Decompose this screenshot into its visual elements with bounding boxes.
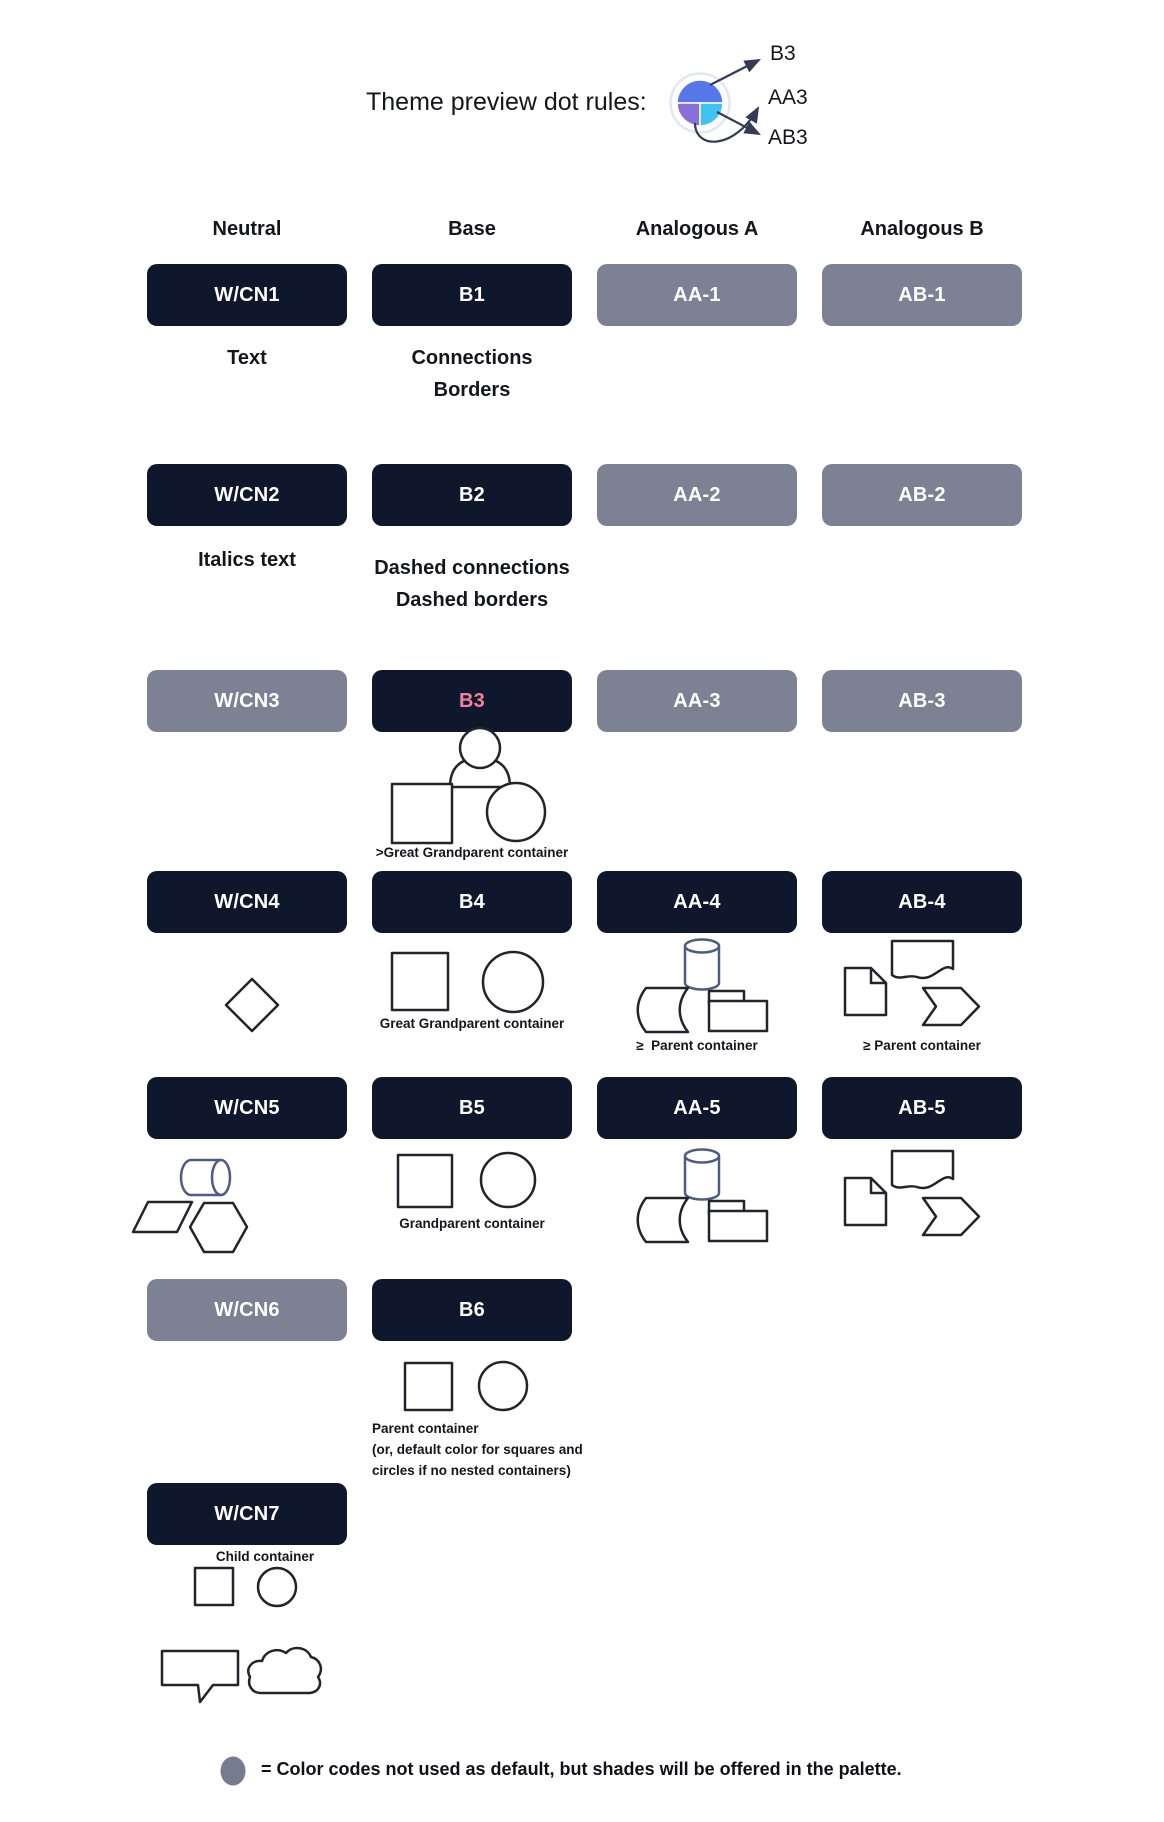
- column-header-analogous-a: Analogous A: [635, 218, 759, 240]
- note-wcn1: Text: [227, 347, 267, 369]
- circle-icon: [487, 783, 545, 841]
- circle-icon: [258, 1568, 296, 1606]
- b4-shapes-icon: [385, 945, 550, 1017]
- swatch-ab2: AB-2: [822, 464, 1022, 526]
- swatch-aa3: AA-3: [597, 670, 797, 732]
- wave-card-icon: [892, 941, 953, 978]
- square-icon: [392, 784, 452, 843]
- note-b6-line2: (or, default color for squares and: [372, 1442, 583, 1457]
- dot-blue-segment-icon: [677, 80, 723, 103]
- dot-rule-label-b3: B3: [770, 42, 796, 65]
- diamond-icon: [226, 979, 278, 1031]
- swatch-wcn1: W/CN1: [147, 264, 347, 326]
- swatch-wcn4: W/CN4: [147, 871, 347, 933]
- note-ab4: ≥ Parent container: [863, 1038, 981, 1053]
- swatch-ab3: AB-3: [822, 670, 1022, 732]
- aa4-shapes-icon: [625, 935, 775, 1035]
- note-wcn2: Italics text: [198, 549, 296, 571]
- b6-shapes-icon: [398, 1356, 533, 1414]
- b3-shapes-icon: [370, 723, 560, 851]
- aa5-shapes-icon: [625, 1145, 775, 1245]
- ab4-shapes-icon: [838, 933, 990, 1030]
- wcn7-bubble-cloud-icon: [155, 1636, 335, 1708]
- document-icon: [845, 1178, 886, 1225]
- circle-icon: [479, 1362, 527, 1410]
- parallelogram-icon: [133, 1202, 192, 1232]
- note-b1-line2: Borders: [433, 379, 511, 401]
- arrow-to-b3-icon: [710, 60, 759, 85]
- circle-icon: [483, 952, 543, 1012]
- swatch-b1: B1: [372, 264, 572, 326]
- page-title: Theme preview dot rules:: [366, 88, 647, 116]
- circle-icon: [481, 1153, 535, 1207]
- note-wcn7: Child container: [215, 1549, 315, 1564]
- gray-dot-icon: [221, 1757, 246, 1786]
- column-header-analogous-b: Analogous B: [860, 218, 984, 240]
- note-b2-line2: Dashed borders: [395, 589, 549, 611]
- theme-preview-dot-icon: [637, 28, 772, 158]
- square-icon: [195, 1568, 233, 1605]
- speech-bubble-icon: [162, 1651, 238, 1702]
- swatch-aa5: AA-5: [597, 1077, 797, 1139]
- swatch-wcn7: W/CN7: [147, 1483, 347, 1545]
- note-b2-line1: Dashed connections: [374, 557, 570, 579]
- column-header-neutral: Neutral: [212, 218, 282, 240]
- square-icon: [392, 953, 448, 1010]
- wcn5-shapes-icon: [125, 1152, 260, 1257]
- note-b6-line3: circles if no nested containers): [372, 1463, 571, 1478]
- column-header-base: Base: [448, 218, 496, 240]
- swatch-aa4: AA-4: [597, 871, 797, 933]
- swatch-ab1: AB-1: [822, 264, 1022, 326]
- note-b4: Great Grandparent container: [379, 1016, 565, 1031]
- cylinder-end-icon: [212, 1160, 230, 1195]
- swatch-ab5: AB-5: [822, 1077, 1022, 1139]
- document-icon: [845, 968, 886, 1015]
- square-icon: [405, 1363, 452, 1410]
- swatch-aa2: AA-2: [597, 464, 797, 526]
- stored-data-icon: [638, 988, 688, 1032]
- person-head-icon: [460, 728, 500, 768]
- swatch-b5: B5: [372, 1077, 572, 1139]
- chevron-icon: [923, 1198, 979, 1235]
- swatch-b4: B4: [372, 871, 572, 933]
- dot-rule-label-ab3: AB3: [768, 126, 808, 149]
- folder-icon: [709, 1001, 767, 1031]
- cylinder-top-icon: [685, 940, 719, 953]
- stored-data-icon: [638, 1198, 688, 1242]
- wcn4-shapes-icon: [215, 968, 290, 1043]
- swatch-aa1: AA-1: [597, 264, 797, 326]
- cylinder-top-icon: [685, 1150, 719, 1163]
- folder-icon: [709, 1211, 767, 1241]
- swatch-b2: B2: [372, 464, 572, 526]
- swatch-wcn5: W/CN5: [147, 1077, 347, 1139]
- swatch-wcn3: W/CN3: [147, 670, 347, 732]
- swatch-wcn6: W/CN6: [147, 1279, 347, 1341]
- b5-shapes-icon: [390, 1148, 545, 1210]
- note-b3: >Great Grandparent container: [375, 845, 569, 860]
- dot-purple-segment-icon: [677, 103, 700, 126]
- ab5-shapes-icon: [838, 1143, 990, 1240]
- swatch-ab4: AB-4: [822, 871, 1022, 933]
- hexagon-icon: [190, 1203, 247, 1252]
- cloud-icon: [248, 1648, 321, 1693]
- note-b1-line1: Connections: [411, 347, 533, 369]
- swatch-b3: B3: [372, 670, 572, 732]
- wcn7-shapes-icon: [188, 1561, 300, 1609]
- wave-card-icon: [892, 1151, 953, 1188]
- note-aa4: ≥ Parent container: [636, 1038, 758, 1053]
- swatch-wcn2: W/CN2: [147, 464, 347, 526]
- swatch-b6: B6: [372, 1279, 572, 1341]
- note-b6-line1: Parent container: [372, 1421, 479, 1436]
- legend-dot-icon: [218, 1755, 250, 1787]
- chevron-icon: [923, 988, 979, 1025]
- legend-text: = Color codes not used as default, but shades will be offered in the palette.: [261, 1759, 902, 1779]
- dot-rule-label-aa3: AA3: [768, 86, 808, 109]
- square-icon: [398, 1155, 452, 1207]
- note-b5: Grandparent container: [399, 1216, 545, 1231]
